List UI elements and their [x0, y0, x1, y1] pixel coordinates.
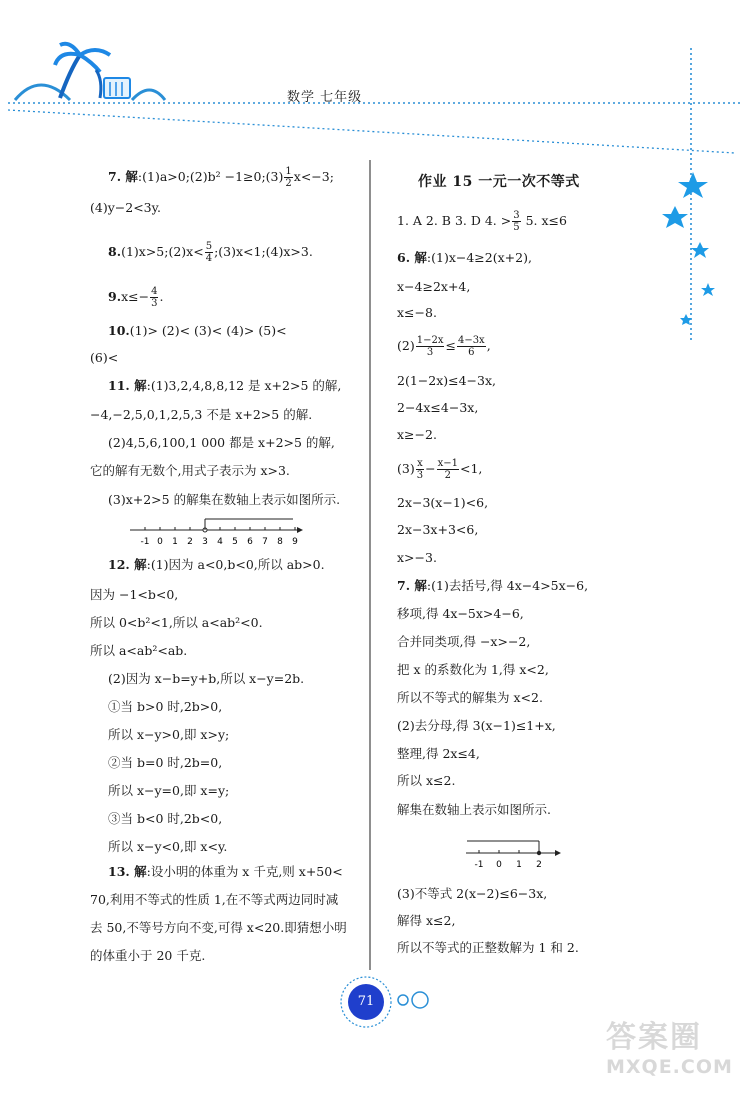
tick-label: 1	[516, 860, 522, 870]
text-line	[90, 200, 161, 216]
text-line	[90, 892, 338, 908]
text-line	[397, 606, 524, 622]
line-text: ③当 b<0 时,2b<0,	[108, 811, 223, 826]
text-line	[397, 886, 547, 902]
tick-label: 2	[187, 537, 193, 547]
line-text: :设小明的体重为 x 千克,则 x+50<	[146, 864, 343, 879]
header-title: 数学 七年级	[287, 90, 363, 105]
fraction	[512, 210, 520, 233]
line-text: −4,−2,5,0,1,2,5,3 不是 x+2>5 的解.	[90, 407, 313, 422]
line-text: (2)4,5,6,100,1 000 都是 x+2>5 的解,	[108, 435, 335, 450]
tick-label: 6	[247, 537, 253, 547]
line-text: (2)	[397, 338, 415, 353]
text-line	[397, 458, 482, 481]
fraction	[205, 241, 213, 264]
page-number: 71	[348, 984, 384, 1020]
watermark-url: MXQE.COM	[606, 1056, 733, 1078]
text-line	[108, 727, 229, 743]
fraction	[284, 166, 292, 189]
text-line	[397, 400, 478, 416]
numerator: 3	[513, 210, 520, 221]
fraction	[416, 458, 424, 481]
fraction	[416, 335, 445, 358]
number-line-1	[125, 514, 305, 550]
denominator: 2	[285, 178, 292, 189]
text-line	[90, 643, 187, 659]
item-number: 9.	[108, 289, 122, 304]
line-text: x>−3.	[397, 550, 437, 565]
line-text: ②当 b=0 时,2b=0,	[108, 755, 223, 770]
denominator: 6	[468, 347, 475, 358]
item-number: 13. 解	[108, 864, 147, 879]
line-text: 2x−3x+3<6,	[397, 522, 479, 537]
line-text: (3)	[397, 461, 415, 476]
item-number: 6. 解	[397, 250, 427, 265]
denominator: 3	[426, 347, 434, 358]
line-text: 的体重小于 20 千克.	[90, 948, 206, 963]
line-text: :(1)a>0;(2)b² −1≥0;(3)	[137, 169, 284, 184]
item-number: 11. 解	[108, 378, 147, 393]
tick-label: 0	[157, 537, 163, 547]
text-line	[90, 463, 290, 479]
tick-label: 3	[202, 537, 208, 547]
tick-label: -1	[140, 537, 150, 547]
line-text: :(1)3,2,4,8,8,12 是 x+2>5 的解,	[146, 378, 342, 393]
fraction	[437, 458, 459, 481]
number-line-2	[463, 837, 563, 871]
line-text: 所以 x−y=0,即 x=y;	[108, 783, 230, 798]
homework-title: 作业 15 一元一次不等式	[418, 174, 580, 190]
text-line	[108, 435, 335, 451]
text-line	[397, 305, 437, 321]
text-line	[108, 671, 304, 687]
text-line	[397, 210, 567, 233]
text-line	[90, 948, 205, 964]
tick-label: 2	[536, 860, 542, 870]
line-text: 2x−3(x−1)<6,	[397, 495, 489, 510]
text-line	[108, 166, 334, 189]
denominator: 5	[513, 222, 520, 233]
line-text: 所以不等式的解集为 x<2.	[397, 690, 543, 705]
text-line	[397, 662, 549, 678]
line-text: <1,	[459, 461, 483, 476]
line-text: (1)> (2)< (3)< (4)> (5)<	[129, 323, 287, 338]
item-number: 12. 解	[108, 557, 147, 572]
text-line	[397, 913, 455, 929]
text-line	[397, 279, 470, 295]
text-line	[108, 783, 229, 799]
line-text: x−4≥2x+4,	[397, 279, 471, 294]
line-text: 所以 x≤2.	[397, 773, 456, 788]
tick-label: 9	[292, 537, 298, 547]
line-text: ①当 b>0 时,2b>0,	[108, 699, 223, 714]
text-line	[108, 323, 287, 339]
text-line	[397, 578, 588, 594]
text-line	[397, 495, 488, 511]
numerator: x	[417, 458, 423, 469]
text-line	[108, 811, 222, 827]
tick-label: -1	[474, 860, 484, 870]
text-line	[397, 718, 556, 734]
text-line	[108, 864, 343, 880]
denominator: 2	[444, 470, 451, 481]
line-text: 70,利用不等式的性质 1,在不等式两边同时减	[90, 892, 339, 907]
numerator: 4	[151, 286, 158, 297]
line-text: 解得 x≤2,	[397, 913, 456, 928]
line-text: (3)不等式 2(x−2)≤6−3x,	[397, 886, 548, 901]
numerator: x−1	[437, 458, 458, 469]
fraction	[457, 335, 486, 358]
line-text: 2−4x≤4−3x,	[397, 400, 479, 415]
denominator: 4	[205, 253, 213, 264]
line-text: 所以不等式的正整数解为 1 和 2.	[397, 940, 579, 955]
text-line	[108, 839, 227, 855]
numerator: 1	[285, 166, 292, 177]
watermark-logo	[606, 1012, 733, 1078]
text-line	[397, 802, 551, 818]
text-line	[397, 550, 437, 566]
text-line	[397, 250, 532, 266]
numerator: 5	[205, 241, 213, 252]
line-text: 移项,得 4x−5x>4−6,	[397, 606, 524, 621]
denominator: 3	[416, 470, 424, 481]
line-text: 1. A 2. B 3. D 4. >	[397, 213, 512, 228]
item-number: 7. 解	[108, 169, 138, 184]
line-text: 所以 x−y<0,即 x<y.	[108, 839, 228, 854]
text-line	[397, 634, 530, 650]
tick-label: 4	[217, 537, 223, 547]
line-text: :(1)x−4≥2(x+2),	[426, 250, 532, 265]
text-line	[397, 427, 437, 443]
line-text: (6)<	[90, 350, 119, 365]
text-line	[108, 286, 163, 309]
item-number: 8.	[108, 244, 122, 259]
line-text: 因为 −1<b<0,	[90, 587, 179, 602]
line-text: (3)x+2>5 的解集在数轴上表示如图所示.	[108, 492, 341, 507]
tick-label: 5	[232, 537, 238, 547]
line-text: x≤−	[121, 289, 150, 304]
line-text: 合并同类项,得 −x>−2,	[397, 634, 531, 649]
text-line	[397, 522, 478, 538]
tick-label: 7	[262, 537, 268, 547]
line-text: −	[425, 461, 436, 476]
numerator: 4−3x	[457, 335, 485, 346]
line-text: 所以 x−y>0,即 x>y;	[108, 727, 230, 742]
line-text: (2)因为 x−b=y+b,所以 x−y=2b.	[108, 671, 305, 686]
text-line	[397, 773, 455, 789]
line-text: 2(1−2x)≤4−3x,	[397, 373, 497, 388]
text-line	[90, 615, 263, 631]
line-text: ,	[486, 338, 491, 353]
text-line	[90, 920, 347, 936]
line-text: 所以 0<b²<1,所以 a<ab²<0.	[90, 615, 263, 630]
line-text: 去 50,不等号方向不变,可得 x<20.即猜想小明	[90, 920, 347, 935]
tick-label: 0	[496, 860, 502, 870]
tick-label: 8	[277, 537, 283, 547]
text-line	[397, 335, 491, 358]
text-line	[108, 755, 222, 771]
line-text: 整理,得 2x≤4,	[397, 746, 480, 761]
line-text: x<−3;	[293, 169, 334, 184]
text-line	[397, 940, 579, 956]
text-line	[108, 241, 313, 264]
text-line	[397, 690, 543, 706]
fraction	[150, 286, 158, 309]
text-line	[108, 492, 340, 508]
line-text: 它的解有无数个,用式子表示为 x>3.	[90, 463, 290, 478]
line-text: (4)y−2<3y.	[90, 200, 161, 215]
text-line	[108, 557, 325, 573]
line-text: 5. x≤6	[521, 213, 567, 228]
line-text: .	[159, 289, 164, 304]
line-text: 所以 a<ab²<ab.	[90, 643, 188, 658]
text-line	[108, 378, 341, 394]
text-line	[397, 746, 480, 762]
tick-label: 1	[172, 537, 178, 547]
text-line	[90, 587, 178, 603]
item-number: 7. 解	[397, 578, 427, 593]
line-text: ≤	[445, 338, 456, 353]
text-line	[108, 699, 222, 715]
denominator: 3	[151, 298, 158, 309]
text-line	[90, 350, 118, 366]
numerator: 1−2x	[416, 335, 444, 346]
watermark-text: 答案圈	[606, 1020, 702, 1055]
line-text: ;(3)x<1;(4)x>3.	[214, 244, 313, 259]
line-text: (2)去分母,得 3(x−1)≤1+x,	[397, 718, 556, 733]
line-text: x≥−2.	[397, 427, 437, 442]
line-text: x≤−8.	[397, 305, 437, 320]
line-text: (1)x>5;(2)x<	[121, 244, 204, 259]
text-line	[90, 407, 312, 423]
line-text: :(1)因为 a<0,b<0,所以 ab>0.	[146, 557, 325, 572]
item-number: 10.	[108, 323, 130, 338]
line-text: 解集在数轴上表示如图所示.	[397, 802, 551, 817]
text-line	[397, 373, 496, 389]
line-text: :(1)去括号,得 4x−4>5x−6,	[426, 578, 589, 593]
line-text: 把 x 的系数化为 1,得 x<2,	[397, 662, 549, 677]
